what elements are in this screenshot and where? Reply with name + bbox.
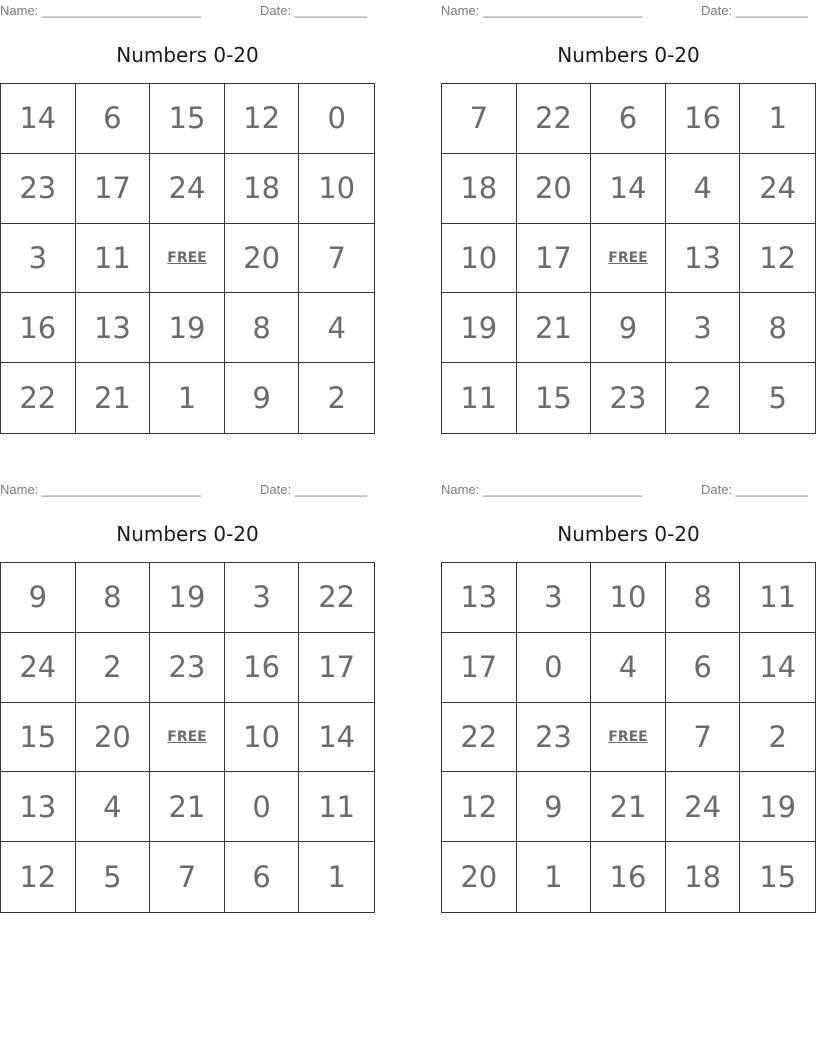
bingo-cell: 18 [442,154,517,224]
bingo-cell: 10 [225,703,300,773]
bingo-card-3 [0,479,375,915]
bingo-cell: 24 [740,154,815,224]
bingo-card-1 [0,0,375,436]
bingo-cell: 11 [442,363,517,433]
card-title: Numbers 0-20 [116,43,259,67]
bingo-cell: 15 [150,84,225,154]
name-field[interactable]: Name: ______________________ [441,482,642,497]
bingo-cell: 20 [517,154,592,224]
bingo-cell: 16 [591,842,666,912]
bingo-cell: 14 [740,633,815,703]
bingo-cell: 11 [740,563,815,633]
card-header [441,482,816,498]
free-space-cell: FREE [150,703,225,773]
bingo-cell: 16 [225,633,300,703]
bingo-cell: 13 [76,293,151,363]
bingo-cell: 19 [150,293,225,363]
bingo-cell: 17 [442,633,517,703]
bingo-cell: 9 [591,293,666,363]
bingo-cell: 22 [517,84,592,154]
bingo-cell: 21 [517,293,592,363]
bingo-cell: 17 [517,224,592,294]
bingo-cell: 20 [76,703,151,773]
date-field[interactable]: Date: __________ [701,3,808,18]
bingo-grid [0,83,375,434]
bingo-cell: 12 [740,224,815,294]
bingo-cell: 4 [299,293,374,363]
free-space-cell: FREE [150,224,225,294]
bingo-cell: 21 [76,363,151,433]
bingo-cell: 22 [442,703,517,773]
bingo-cell: 11 [299,772,374,842]
bingo-cell: 4 [591,633,666,703]
card-title: Numbers 0-20 [557,522,700,546]
bingo-cell: 2 [666,363,741,433]
bingo-cell: 14 [1,84,76,154]
card-title: Numbers 0-20 [557,43,700,67]
bingo-cell: 24 [666,772,741,842]
bingo-cell: 15 [517,363,592,433]
bingo-cell: 12 [225,84,300,154]
bingo-cell: 12 [442,772,517,842]
bingo-cell: 15 [1,703,76,773]
bingo-cell: 1 [150,363,225,433]
bingo-cell: 23 [150,633,225,703]
bingo-cell: 13 [666,224,741,294]
bingo-cell: 17 [76,154,151,224]
bingo-cell: 8 [225,293,300,363]
bingo-cell: 1 [517,842,592,912]
bingo-cell: 3 [517,563,592,633]
bingo-cell: 7 [442,84,517,154]
bingo-cell: 6 [225,842,300,912]
name-field[interactable]: Name: ______________________ [0,3,201,18]
bingo-cell: 12 [1,842,76,912]
bingo-cell: 8 [740,293,815,363]
bingo-cell: 19 [740,772,815,842]
bingo-cell: 10 [591,563,666,633]
bingo-cell: 14 [299,703,374,773]
bingo-cell: 0 [225,772,300,842]
bingo-cell: 8 [76,563,151,633]
bingo-cell: 22 [299,563,374,633]
date-field[interactable]: Date: __________ [701,482,808,497]
bingo-cell: 6 [591,84,666,154]
card-header [0,482,375,498]
bingo-cell: 16 [1,293,76,363]
bingo-grid [0,562,375,913]
bingo-cell: 18 [225,154,300,224]
card-header [0,3,375,19]
bingo-cell: 2 [740,703,815,773]
bingo-cell: 16 [666,84,741,154]
date-field[interactable]: Date: __________ [260,3,367,18]
bingo-cell: 24 [150,154,225,224]
bingo-cell: 10 [299,154,374,224]
free-space-cell: FREE [591,224,666,294]
free-space-cell: FREE [591,703,666,773]
bingo-grid [441,83,816,434]
bingo-cell: 1 [327,860,346,895]
bingo-cell: 19 [442,293,517,363]
bingo-cell: 23 [1,154,76,224]
bingo-cell: 19 [150,563,225,633]
bingo-cell: 20 [442,842,517,912]
bingo-cell: 9 [517,772,592,842]
bingo-cell: 20 [225,224,300,294]
card-title: Numbers 0-20 [116,522,259,546]
bingo-cell: 2 [327,381,346,416]
date-field[interactable]: Date: __________ [260,482,367,497]
bingo-cell: 3 [225,563,300,633]
bingo-cell: 3 [666,293,741,363]
bingo-cell: 10 [442,224,517,294]
bingo-cell: 17 [299,633,374,703]
bingo-cell: 13 [1,772,76,842]
bingo-cell: 6 [76,84,151,154]
bingo-cell: 15 [759,860,797,895]
bingo-cell: 9 [225,363,300,433]
name-field[interactable]: Name: ______________________ [441,3,642,18]
bingo-cell: 11 [76,224,151,294]
bingo-cell: 4 [666,154,741,224]
bingo-cell: 6 [666,633,741,703]
bingo-cell: 0 [299,84,374,154]
bingo-cell: 5 [768,381,787,416]
bingo-cell: 3 [1,224,76,294]
bingo-cell: 2 [76,633,151,703]
bingo-cell: 4 [76,772,151,842]
bingo-card-4 [441,479,816,915]
bingo-card-2 [441,0,816,436]
bingo-cell: 22 [1,363,76,433]
bingo-cell: 1 [740,84,815,154]
bingo-cell: 21 [591,772,666,842]
bingo-cell: 7 [299,224,374,294]
bingo-cell: 21 [150,772,225,842]
bingo-cell: 23 [517,703,592,773]
card-header [441,3,816,19]
bingo-grid [441,562,816,913]
bingo-cell: 5 [76,842,151,912]
bingo-cell: 7 [666,703,741,773]
bingo-cell: 9 [1,563,76,633]
bingo-cell: 7 [150,842,225,912]
name-field[interactable]: Name: ______________________ [0,482,201,497]
bingo-cell: 23 [591,363,666,433]
bingo-cell: 18 [666,842,741,912]
bingo-cell: 0 [517,633,592,703]
bingo-cell: 14 [591,154,666,224]
bingo-cell: 13 [442,563,517,633]
bingo-cell: 24 [1,633,76,703]
bingo-cell: 8 [666,563,741,633]
